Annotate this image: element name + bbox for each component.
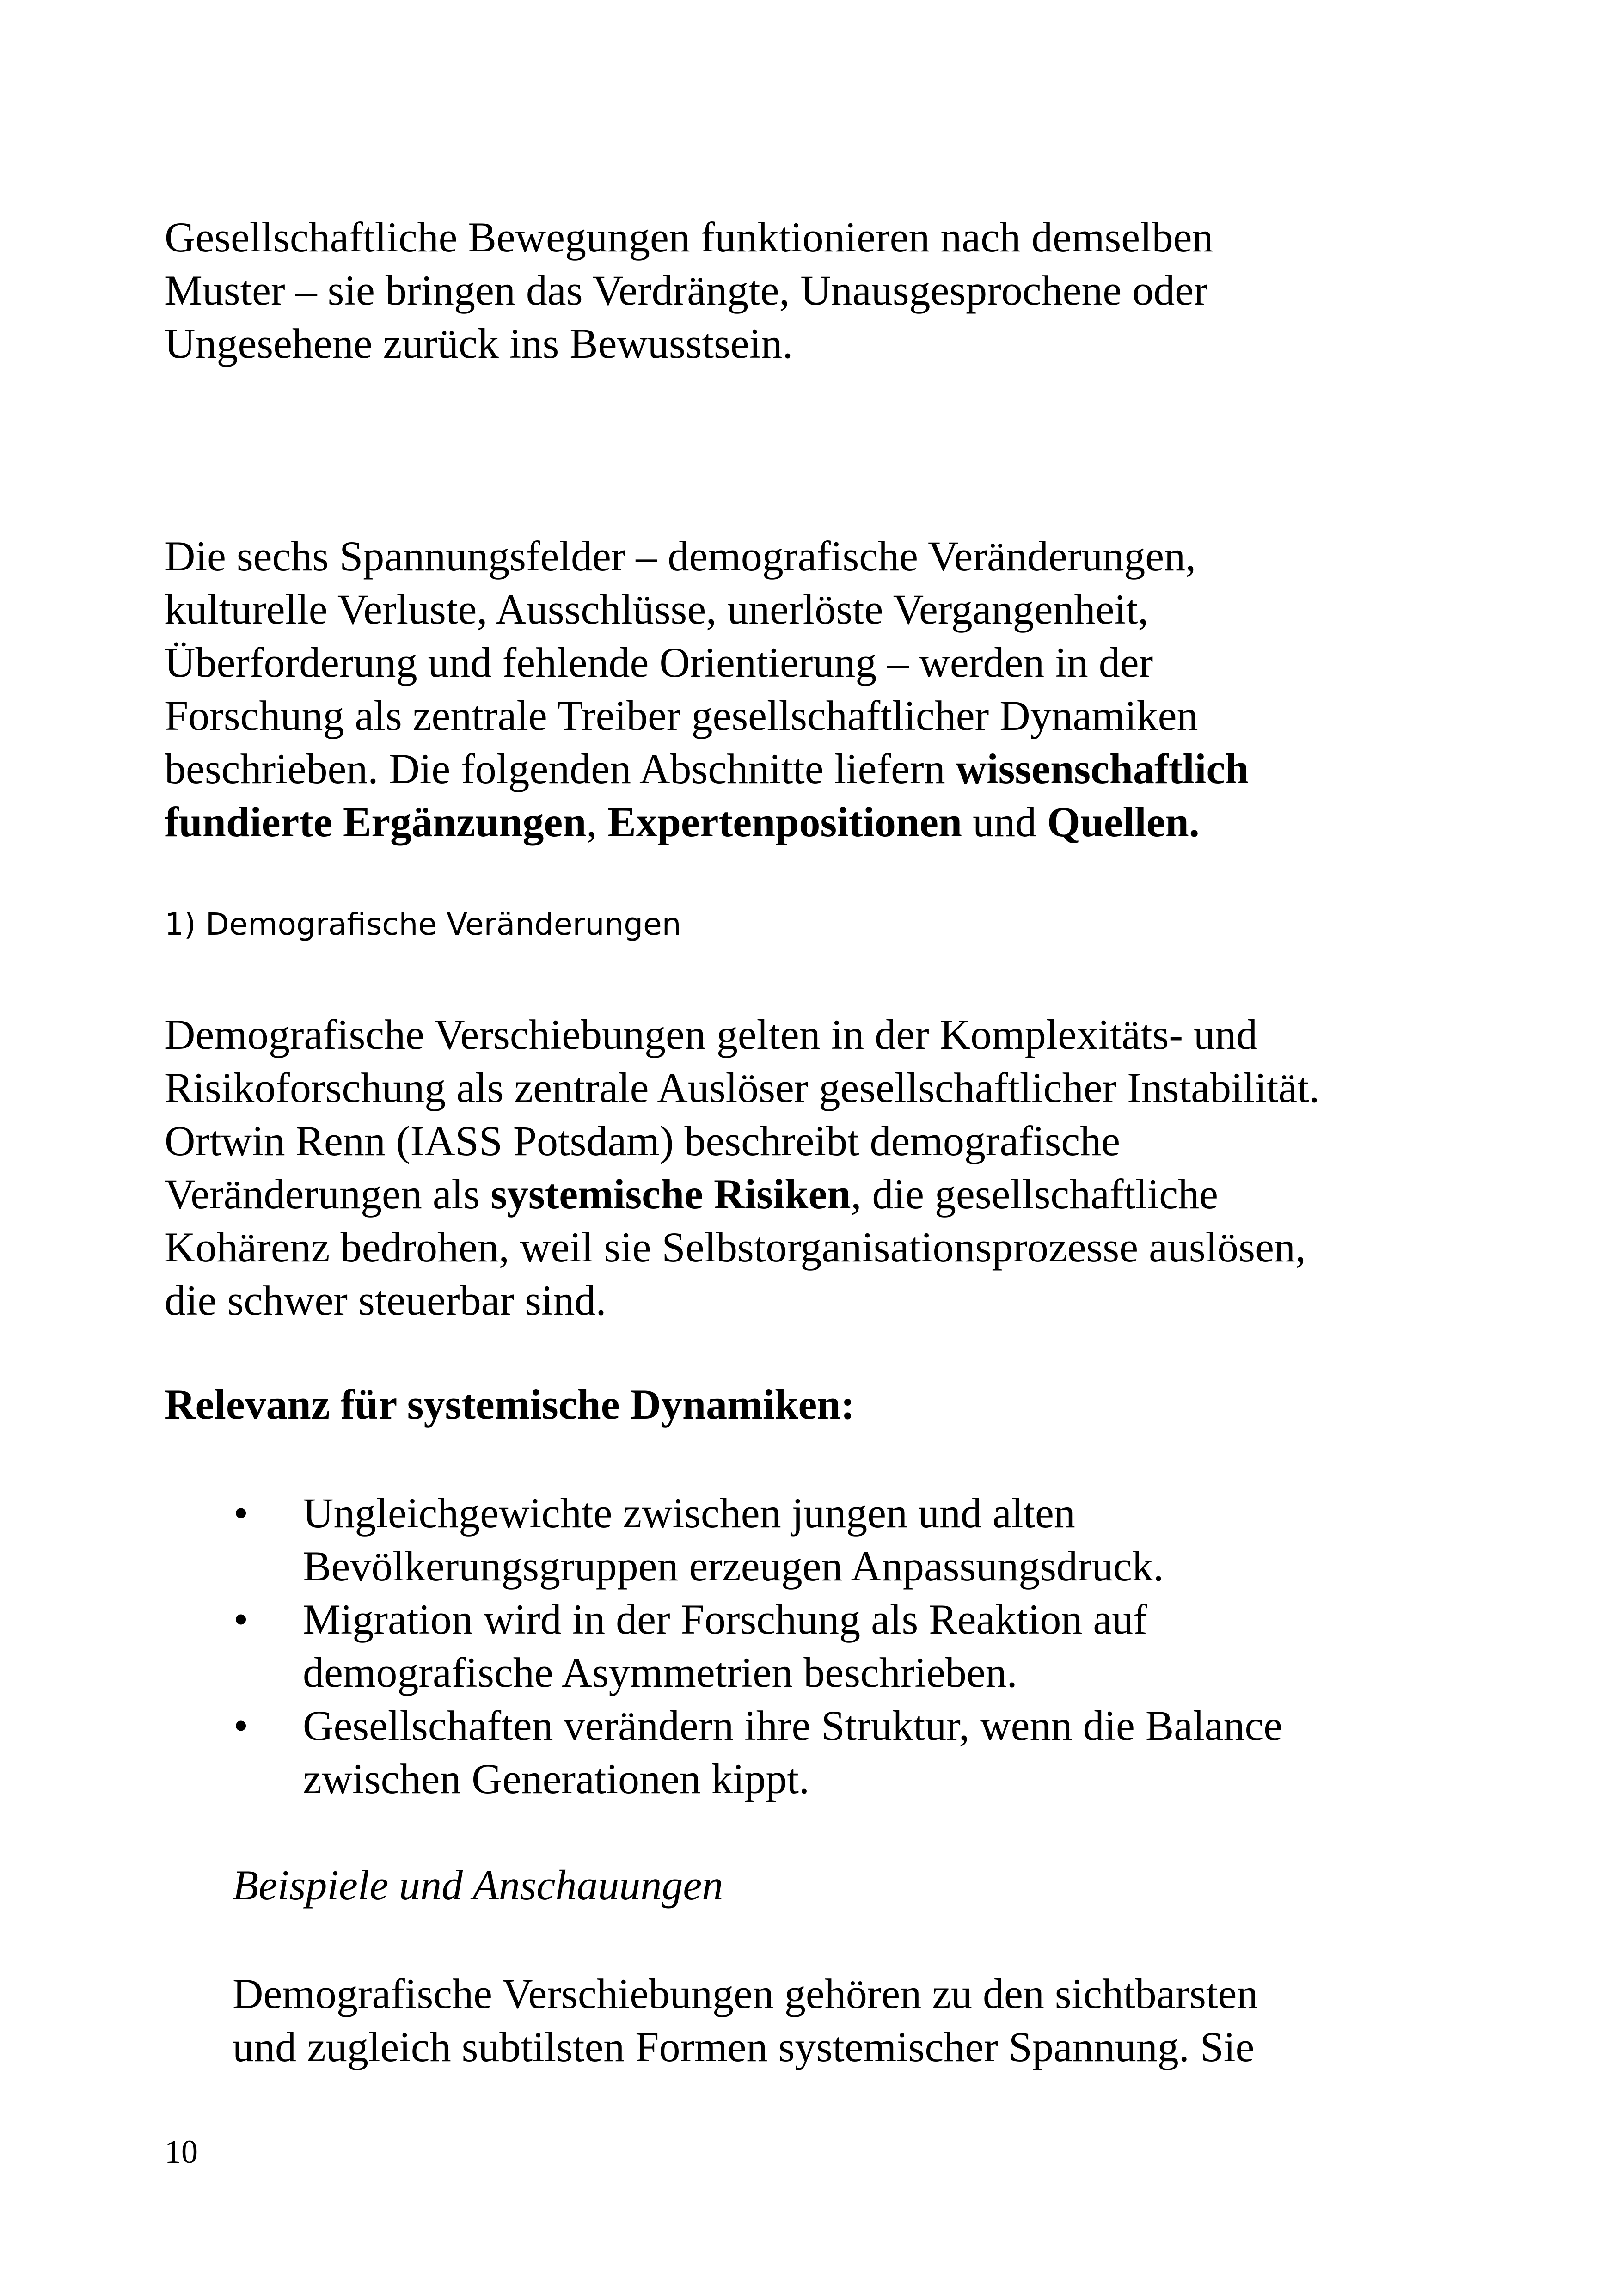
section-line-4	[165, 1167, 1218, 1221]
bold-expertenpositionen: Expertenpositionen	[607, 798, 962, 845]
fields-line-6	[165, 795, 1200, 849]
section-line-5: Kohärenz bedrohen, weil sie Selbstorganisationsprozesse auslösen,	[165, 1224, 1306, 1271]
fields-line-5	[165, 742, 1249, 796]
relevance-heading: Relevanz für systemische Dynamiken:	[165, 1381, 855, 1428]
intro-line-2: Muster – sie bringen das Verdrängte, Unausgesprochene oder	[165, 267, 1208, 314]
section-line-6: die schwer steuerbar sind.	[165, 1277, 607, 1324]
bullet-3-line-1: Gesellschaften verändern ihre Struktur, wenn die Balance	[303, 1702, 1283, 1749]
section-line-2: Risikoforschung als zentrale Auslöser gesellschaftlicher Instabilität.	[165, 1064, 1320, 1111]
bullet-1-line-1: Ungleichgewichte zwischen jungen und alten	[303, 1489, 1075, 1537]
separator-comma: ,	[586, 798, 608, 845]
bold-quellen: Quellen.	[1047, 798, 1200, 845]
section-line-4-rest: , die gesellschaftliche	[851, 1170, 1218, 1218]
bold-ergaenzungen: fundierte Ergänzungen	[165, 798, 587, 845]
bullet-2-line-1: Migration wird in der Forschung als Reaktion auf	[303, 1596, 1147, 1643]
intro-line-1: Gesellschaftliche Bewegungen funktionieren nach demselben	[165, 214, 1214, 261]
section-heading: 1) Demografische Veränderungen	[165, 906, 681, 942]
bullet-1-line-2: Bevölkerungsgruppen erzeugen Anpassungsdruck.	[303, 1543, 1164, 1590]
fields-line-4: Forschung als zentrale Treiber gesellschaftlicher Dynamiken	[165, 692, 1198, 739]
examples-line-2: und zugleich subtilsten Formen systemischer Spannung. Sie	[233, 2023, 1255, 2070]
section-line-4-text: Veränderungen als	[165, 1170, 491, 1218]
bold-systemische-risiken: systemische Risiken	[490, 1170, 851, 1218]
fields-line-3: Überforderung und fehlende Orientierung – werden in der	[165, 639, 1153, 686]
page-number: 10	[165, 2133, 198, 2170]
fields-line-5-text: beschrieben. Die folgenden Abschnitte liefern	[165, 745, 956, 792]
section-line-1: Demografische Verschiebungen gelten in der Komplexitäts- und	[165, 1011, 1258, 1058]
bullet-marker-1: •	[233, 1489, 249, 1537]
fields-line-2: kulturelle Verluste, Ausschlüsse, unerlöste Vergangenheit,	[165, 586, 1149, 633]
bullet-3-line-2: zwischen Generationen kippt.	[303, 1755, 809, 1802]
bullet-2-line-2: demografische Asymmetrien beschrieben.	[303, 1649, 1017, 1696]
section-line-3: Ortwin Renn (IASS Potsdam) beschreibt demografische	[165, 1117, 1121, 1164]
fields-line-5-bold: wissenschaftlich	[956, 745, 1249, 792]
bullet-marker-2: •	[233, 1596, 249, 1643]
fields-line-1: Die sechs Spannungsfelder – demografische Veränderungen,	[165, 533, 1196, 580]
intro-line-3: Ungesehene zurück ins Bewusstsein.	[165, 320, 793, 367]
examples-line-1: Demografische Verschiebungen gehören zu den sichtbarsten	[233, 1970, 1258, 2017]
examples-heading: Beispiele und Anschauungen	[233, 1861, 723, 1909]
bullet-marker-3: •	[233, 1702, 249, 1749]
separator-und: und	[962, 798, 1048, 845]
